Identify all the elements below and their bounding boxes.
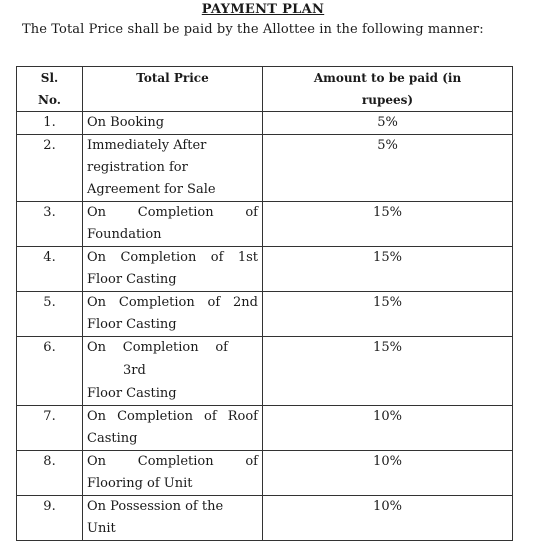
row-number: 3. — [17, 202, 83, 247]
table-row — [17, 135, 513, 202]
row-amount: 15% — [263, 202, 513, 247]
row-number: 6. — [17, 337, 83, 406]
table-row — [17, 202, 513, 247]
intro-text: The Total Price shall be paid by the Allottee in the following manner: — [22, 22, 484, 37]
row-number: 4. — [17, 247, 83, 292]
table-row — [17, 247, 513, 292]
table-header-row — [17, 67, 513, 112]
row-amount: 10% — [263, 451, 513, 496]
row-description: On Completion of Roof Casting — [83, 406, 263, 451]
row-amount: 10% — [263, 406, 513, 451]
row-amount: 15% — [263, 292, 513, 337]
row-description: On Booking — [83, 112, 263, 135]
table-row — [17, 496, 513, 541]
header-total-price: Total Price — [83, 67, 263, 112]
row-amount: 15% — [263, 247, 513, 292]
table-row — [17, 292, 513, 337]
row-number: 7. — [17, 406, 83, 451]
row-amount: 10% — [263, 496, 513, 541]
row-description: On Completion of 1st Floor Casting — [83, 247, 263, 292]
row-number: 5. — [17, 292, 83, 337]
row-amount: 5% — [263, 135, 513, 202]
row-description: On Completion of 3rd Floor Casting — [83, 337, 263, 406]
row-amount: 5% — [263, 112, 513, 135]
row-number: 2. — [17, 135, 83, 202]
row-description: On Completion of 2nd Floor Casting — [83, 292, 263, 337]
table-row — [17, 406, 513, 451]
table-row — [17, 112, 513, 135]
row-number: 8. — [17, 451, 83, 496]
payment-plan-table — [16, 66, 513, 541]
row-amount: 15% — [263, 337, 513, 406]
row-description: Immediately After registration for Agreement for Sale — [83, 135, 263, 202]
row-number: 1. — [17, 112, 83, 135]
row-number: 9. — [17, 496, 83, 541]
table-row — [17, 337, 513, 406]
header-amount: Amount to be paid (in rupees) — [263, 67, 513, 112]
row-description: On Completion of Flooring of Unit — [83, 451, 263, 496]
header-sl-no: Sl. No. — [17, 67, 83, 112]
table-row — [17, 451, 513, 496]
row-description: On Possession of the Unit — [83, 496, 263, 541]
row-description: On Completion of Foundation — [83, 202, 263, 247]
page-heading: PAYMENT PLAN — [201, 2, 325, 17]
